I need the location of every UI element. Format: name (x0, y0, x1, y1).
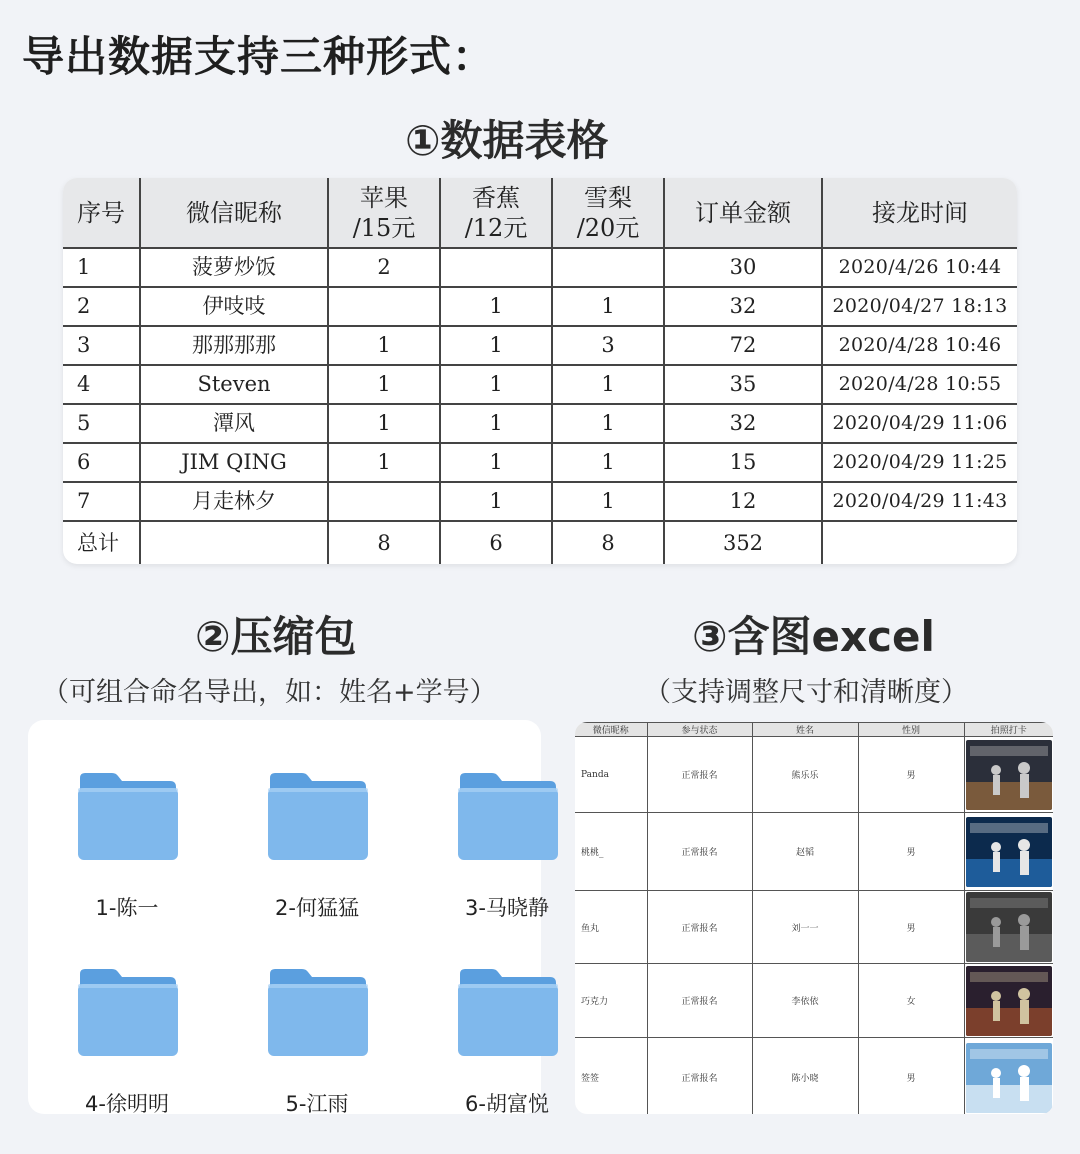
folder-label: 2-何猛猛 (275, 896, 359, 920)
folder-item[interactable] (232, 770, 402, 922)
photo-thumbnail (966, 817, 1052, 887)
excel-cell-photo (964, 964, 1053, 1038)
cell-pear-qty: 1 (552, 443, 664, 482)
cell-time: 2020/4/26 10:44 (822, 248, 1017, 287)
data-table (63, 178, 1017, 564)
folder-item[interactable] (422, 770, 592, 922)
folder-icon (74, 770, 180, 864)
excel-cell-gender: 男 (858, 737, 964, 813)
page-title: 导出数据支持三种形式： (22, 32, 496, 81)
folder-item[interactable] (42, 966, 212, 1118)
table-row (63, 248, 1017, 287)
section1-title: ①数据表格 (405, 116, 609, 165)
total-nickname (140, 521, 328, 564)
photo-thumbnail (966, 740, 1052, 810)
section3-subtitle: （支持调整尺寸和清晰度） (644, 677, 968, 708)
table-row (63, 482, 1017, 521)
excel-row (575, 891, 1053, 964)
excel-cell-photo (964, 891, 1053, 964)
section2-title: ②压缩包 (195, 612, 357, 661)
cell-nickname: Steven (140, 365, 328, 404)
folder-icon (264, 770, 370, 864)
total-time (822, 521, 1017, 564)
total-apple-qty: 8 (328, 521, 440, 564)
excel-cell-status: 正常报名 (647, 813, 752, 891)
total-row (63, 521, 1017, 564)
excel-header-name: 姓名 (752, 723, 858, 737)
header-banana: 香蕉 /12元 (440, 178, 552, 248)
cell-pear-qty (552, 248, 664, 287)
excel-row (575, 813, 1053, 891)
cell-index: 7 (63, 482, 140, 521)
excel-cell-gender: 男 (858, 813, 964, 891)
excel-cell-nickname: 鱼丸 (575, 891, 647, 964)
cell-amount: 15 (664, 443, 822, 482)
cell-apple-qty: 1 (328, 443, 440, 482)
folder-icon (454, 966, 560, 1060)
table-row (63, 404, 1017, 443)
total-index: 总计 (63, 521, 140, 564)
cell-time: 2020/04/29 11:25 (822, 443, 1017, 482)
excel-header-row (575, 723, 1053, 737)
excel-cell-nickname: 签签 (575, 1038, 647, 1115)
cell-time: 2020/4/28 10:46 (822, 326, 1017, 365)
total-pear-qty: 8 (552, 521, 664, 564)
cell-time: 2020/04/27 18:13 (822, 287, 1017, 326)
section2-subtitle: （可组合命名导出，如：姓名+学号） (42, 677, 497, 708)
cell-time: 2020/04/29 11:06 (822, 404, 1017, 443)
cell-pear-qty: 1 (552, 404, 664, 443)
cell-banana-qty: 1 (440, 482, 552, 521)
table-header-row (63, 178, 1017, 248)
table-row (63, 326, 1017, 365)
excel-cell-photo (964, 1038, 1053, 1115)
photo-thumbnail (966, 966, 1052, 1036)
cell-banana-qty: 1 (440, 404, 552, 443)
cell-amount: 72 (664, 326, 822, 365)
photo-thumbnail (966, 1043, 1052, 1113)
table-row (63, 365, 1017, 404)
excel-row (575, 1038, 1053, 1115)
cell-index: 4 (63, 365, 140, 404)
folder-item[interactable] (232, 966, 402, 1118)
cell-nickname: 潭风 (140, 404, 328, 443)
cell-nickname: 那那那那 (140, 326, 328, 365)
cell-amount: 32 (664, 404, 822, 443)
excel-row (575, 964, 1053, 1038)
folder-label: 6-胡富悦 (465, 1092, 549, 1116)
folder-label: 5-江雨 (285, 1092, 349, 1116)
cell-banana-qty: 1 (440, 443, 552, 482)
cell-index: 2 (63, 287, 140, 326)
folder-item[interactable] (42, 770, 212, 922)
excel-header-nickname: 微信昵称 (575, 723, 647, 737)
header-apple: 苹果 /15元 (328, 178, 440, 248)
excel-cell-name: 赵韬 (752, 813, 858, 891)
cell-index: 3 (63, 326, 140, 365)
cell-nickname: 伊吱吱 (140, 287, 328, 326)
excel-cell-nickname: 巧克力 (575, 964, 647, 1038)
folder-label: 1-陈一 (95, 896, 159, 920)
cell-amount: 32 (664, 287, 822, 326)
cell-amount: 12 (664, 482, 822, 521)
excel-header-photo: 拍照打卡 (964, 723, 1053, 737)
cell-amount: 35 (664, 365, 822, 404)
cell-pear-qty: 1 (552, 482, 664, 521)
header-nickname: 微信昵称 (140, 178, 328, 248)
excel-cell-status: 正常报名 (647, 964, 752, 1038)
excel-cell-status: 正常报名 (647, 891, 752, 964)
total-amount: 352 (664, 521, 822, 564)
folder-icon (454, 770, 560, 864)
cell-apple-qty (328, 287, 440, 326)
excel-cell-gender: 女 (858, 964, 964, 1038)
folder-icon (264, 966, 370, 1060)
cell-apple-qty: 2 (328, 248, 440, 287)
excel-row (575, 737, 1053, 813)
cell-nickname: 菠萝炒饭 (140, 248, 328, 287)
excel-cell-status: 正常报名 (647, 737, 752, 813)
section3-title: ③含图excel (692, 612, 935, 661)
cell-pear-qty: 1 (552, 365, 664, 404)
cell-pear-qty: 3 (552, 326, 664, 365)
folder-item[interactable] (422, 966, 592, 1118)
total-banana-qty: 6 (440, 521, 552, 564)
excel-cell-gender: 男 (858, 891, 964, 964)
excel-cell-photo (964, 813, 1053, 891)
excel-cell-nickname: Panda (575, 737, 647, 813)
header-time: 接龙时间 (822, 178, 1017, 248)
folders-card (28, 720, 549, 1116)
excel-header-status: 参与状态 (647, 723, 752, 737)
excel-header-gender: 性别 (858, 723, 964, 737)
folder-icon (74, 966, 180, 1060)
data-table-card (63, 178, 1017, 564)
header-amount: 订单金额 (664, 178, 822, 248)
cell-apple-qty (328, 482, 440, 521)
cell-index: 1 (63, 248, 140, 287)
cell-apple-qty: 1 (328, 404, 440, 443)
cell-apple-qty: 1 (328, 365, 440, 404)
table-row (63, 443, 1017, 482)
cell-time: 2020/04/29 11:43 (822, 482, 1017, 521)
header-pear: 雪梨 /20元 (552, 178, 664, 248)
cell-pear-qty: 1 (552, 287, 664, 326)
excel-table (575, 722, 1053, 1114)
cell-nickname: 月走林夕 (140, 482, 328, 521)
cell-banana-qty: 1 (440, 287, 552, 326)
cell-banana-qty: 1 (440, 326, 552, 365)
folder-label: 4-徐明明 (85, 1092, 169, 1116)
excel-card (575, 722, 1053, 1114)
header-index: 序号 (63, 178, 140, 248)
folder-label: 3-马晓静 (465, 896, 549, 920)
cell-index: 6 (63, 443, 140, 482)
photo-thumbnail (966, 892, 1052, 962)
cell-time: 2020/4/28 10:55 (822, 365, 1017, 404)
cell-banana-qty: 1 (440, 365, 552, 404)
excel-cell-name: 熊乐乐 (752, 737, 858, 813)
excel-cell-name: 李依依 (752, 964, 858, 1038)
excel-cell-gender: 男 (858, 1038, 964, 1115)
excel-cell-nickname: 桃桃_ (575, 813, 647, 891)
excel-cell-name: 陈小晓 (752, 1038, 858, 1115)
cell-amount: 30 (664, 248, 822, 287)
excel-cell-photo (964, 737, 1053, 813)
cell-apple-qty: 1 (328, 326, 440, 365)
table-row (63, 287, 1017, 326)
excel-cell-status: 正常报名 (647, 1038, 752, 1115)
cell-nickname: JIM QING (140, 443, 328, 482)
cell-index: 5 (63, 404, 140, 443)
cell-banana-qty (440, 248, 552, 287)
excel-cell-name: 刘一一 (752, 891, 858, 964)
